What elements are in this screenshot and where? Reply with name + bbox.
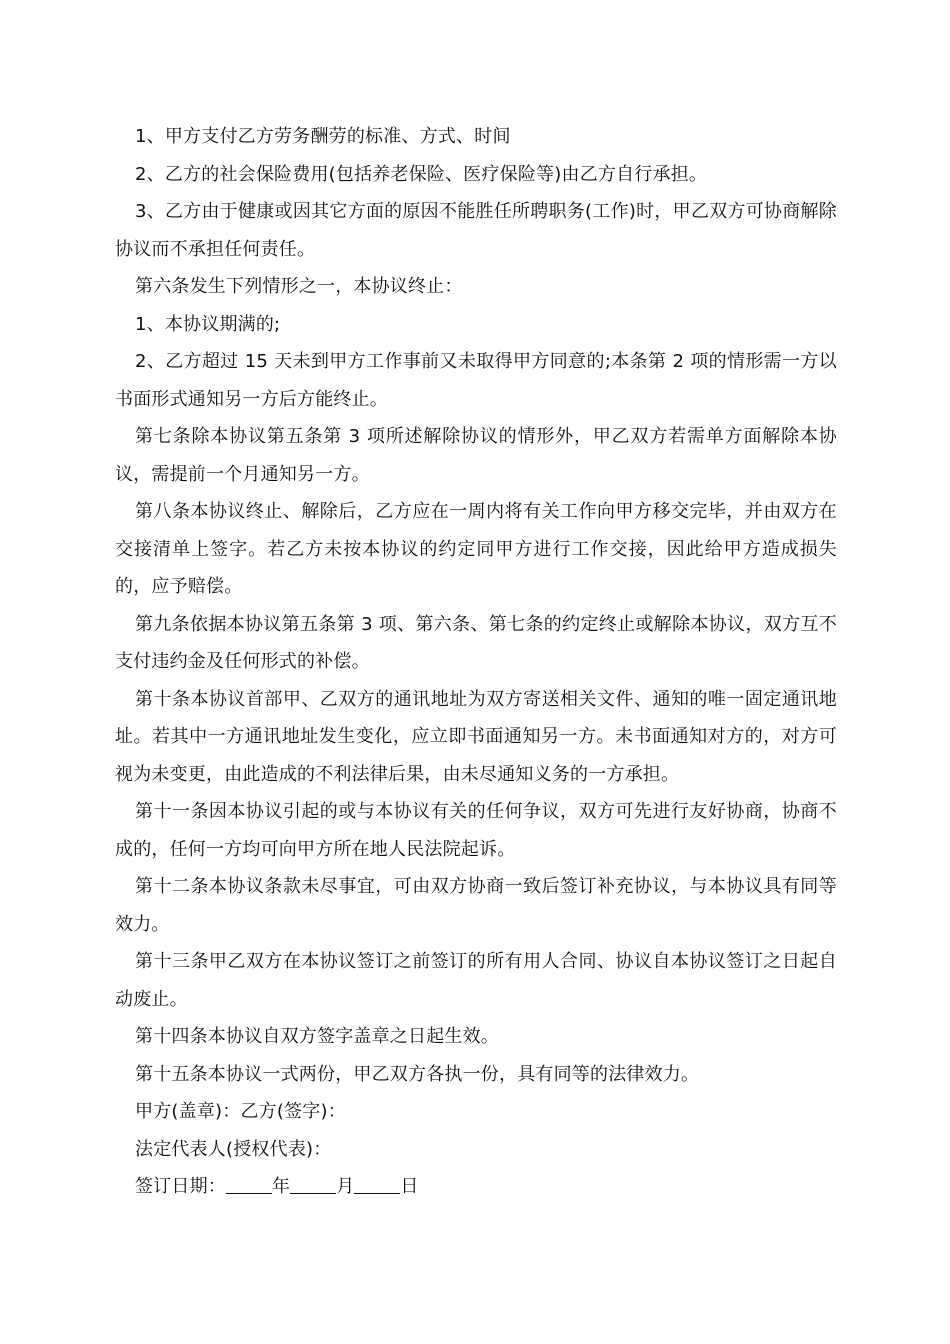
article-11: 第十一条因本协议引起的或与本协议有关的任何争议，双方可先进行友好协商，协商不成的，任何一方均可向甲方所在地人民法院起诉。 [115,801,837,860]
article-6-item-2: 2、乙方超过 15 天未到甲方工作事前又未取得甲方同意的;本条第 2 项的情形需一方以书面形式通知另一方后方能终止。 [115,351,837,410]
day-label: 日 [400,1176,419,1197]
month-blank [290,1175,336,1194]
legal-representative: 法定代表人(授权代表)： [135,1138,332,1160]
article-13: 第十三条甲乙双方在本协议签订之前签订的所有用人合同、协议自本协议签订之日起自动废止。 [115,951,837,1010]
signature-parties: 甲方(盖章)：乙方(签字)： [135,1101,346,1122]
clause-payment-standard: 1、甲方支付乙方劳务酬劳的标准、方式、时间 [135,126,511,147]
article-8: 第八条本协议终止、解除后，乙方应在一周内将有关工作向甲方移交完毕，并由双方在交接清单上签字。若乙方未按本协议的约定同甲方进行工作交接，因此给甲方造成损失的，应予赔偿。 [115,501,837,597]
article-6: 第六条发生下列情形之一，本协议终止： [135,276,463,297]
month-label: 月 [336,1176,355,1197]
document-body [115,118,837,1206]
year-label: 年 [272,1176,291,1197]
signing-date-label: 签订日期： [135,1176,226,1197]
article-14: 第十四条本协议自双方签字盖章之日起生效。 [135,1026,499,1047]
clause-social-insurance: 2、乙方的社会保险费用(包括养老保险、医疗保险等)由乙方自行承担。 [135,163,708,185]
year-blank [226,1175,272,1194]
article-7: 第七条除本协议第五条第 3 项所述解除协议的情形外，甲乙双方若需单方面解除本协议，需提前一个月通知另一方。 [115,426,837,485]
clause-health-termination: 3、乙方由于健康或因其它方面的原因不能胜任所聘职务(工作)时，甲乙双方可协商解除协议而不承担任何责任。 [115,201,837,260]
article-6-item-1: 1、本协议期满的; [135,313,281,335]
day-blank [354,1175,400,1194]
article-15: 第十五条本协议一式两份，甲乙双方各执一份，具有同等的法律效力。 [135,1063,700,1085]
signing-date-line [115,1168,837,1206]
article-10: 第十条本协议首部甲、乙双方的通讯地址为双方寄送相关文件、通知的唯一固定通讯地址。若其中一方通讯地址发生变化，应立即书面通知另一方。未书面通知对方的，对方可视为未变更，由此造成的不利法律后果，由未尽通知义务的一方承担。 [115,688,837,785]
article-12: 第十二条本协议条款未尽事宜，可由双方协商一致后签订补充协议，与本协议具有同等效力。 [115,876,837,935]
article-9: 第九条依据本协议第五条第 3 项、第六条、第七条的约定终止或解除本协议，双方互不支付违约金及任何形式的补偿。 [115,613,837,672]
